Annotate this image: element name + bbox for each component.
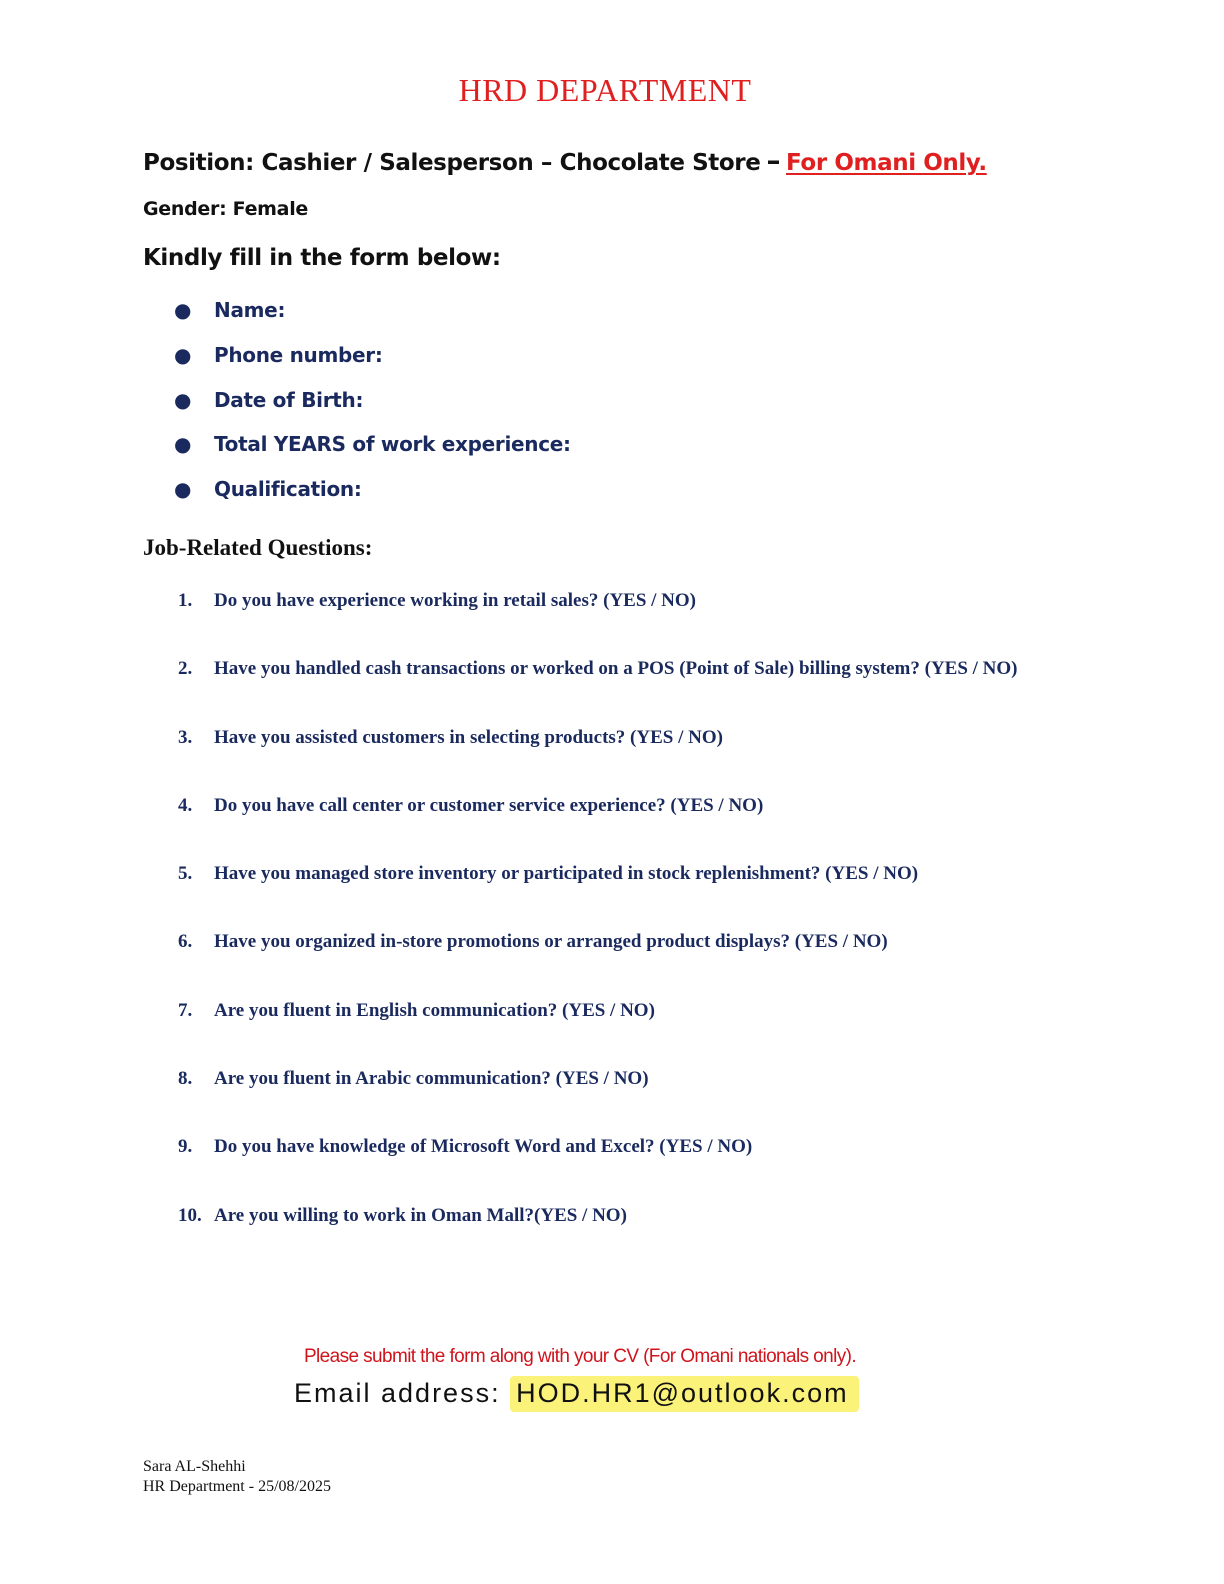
bullet-icon: ● [174, 298, 192, 322]
field-name [174, 296, 571, 341]
field-dob [174, 386, 571, 431]
signature-name: Sara AL-Shehhi [143, 1458, 246, 1475]
question-text: Do you have knowledge of Microsoft Word and Excel? (YES / NO) [214, 1136, 753, 1158]
field-label: Total YEARS of work experience: [214, 432, 571, 457]
form-instruction: Kindly fill in the form below: [143, 245, 501, 271]
question-item [178, 1067, 1018, 1135]
question-item [178, 930, 1018, 998]
field-phone [174, 341, 571, 386]
question-number: 1. [178, 590, 193, 611]
field-qualification [174, 475, 571, 520]
field-experience [174, 430, 571, 475]
email-line [294, 1378, 859, 1409]
question-number: 2. [178, 658, 193, 680]
field-label: Name: [214, 298, 286, 322]
question-number: 6. [178, 931, 193, 953]
position-dash: – [766, 144, 781, 177]
email-address-link[interactable]: HOD.HR1@outlook.com [510, 1376, 859, 1412]
gender-requirement: Gender: Female [143, 198, 308, 220]
question-text: Are you willing to work in Oman Mall?(YES / NO) [214, 1204, 627, 1226]
question-item [178, 1204, 1018, 1272]
question-text: Have you handled cash transactions or worked on a POS (Point of Sale) billing system? (YES / NO) [214, 658, 1018, 680]
question-item [178, 657, 1018, 725]
bullet-icon: ● [174, 387, 192, 412]
question-item [178, 589, 1018, 657]
question-number: 4. [178, 794, 193, 816]
question-number: 5. [178, 863, 193, 885]
email-label: Email address: [294, 1378, 511, 1408]
question-item [178, 794, 1018, 862]
signature-department-date: HR Department - 25/08/2025 [143, 1478, 331, 1495]
position-label: Position: Cashier / Salesperson – Chocolate Store [143, 150, 761, 176]
position-line [143, 144, 987, 177]
question-number: 8. [178, 1068, 193, 1090]
applicant-field-list [174, 296, 571, 520]
bullet-icon: ● [174, 477, 192, 502]
questions-heading: Job-Related Questions: [143, 535, 373, 560]
question-item [178, 999, 1018, 1067]
page-title: HRD DEPARTMENT [458, 72, 752, 108]
question-text: Have you assisted customers in selecting products? (YES / NO) [214, 726, 723, 748]
question-item [178, 726, 1018, 794]
field-label: Phone number: [214, 342, 383, 367]
signature-block [143, 1457, 331, 1497]
question-text: Are you fluent in Arabic communication? (YES / NO) [214, 1068, 649, 1090]
question-item [178, 862, 1018, 930]
question-list [178, 589, 1018, 1272]
field-label: Date of Birth: [214, 387, 364, 412]
question-number: 10. [178, 1204, 202, 1226]
question-number: 9. [178, 1136, 193, 1158]
question-text: Have you organized in-store promotions or arranged product displays? (YES / NO) [214, 931, 888, 953]
bullet-icon: ● [174, 432, 192, 457]
question-text: Have you managed store inventory or participated in stock replenishment? (YES / NO) [214, 863, 919, 885]
field-label: Qualification: [214, 477, 362, 502]
question-text: Do you have experience working in retail sales? (YES / NO) [214, 590, 697, 611]
question-number: 3. [178, 726, 193, 748]
question-number: 7. [178, 999, 193, 1021]
question-text: Are you fluent in English communication? (YES / NO) [214, 999, 655, 1021]
question-item [178, 1135, 1018, 1203]
question-text: Do you have call center or customer service experience? (YES / NO) [214, 794, 764, 816]
bullet-icon: ● [174, 342, 192, 367]
submission-note: Please submit the form along with your CV (For Omani nationals only). [303, 1346, 857, 1367]
omani-only-notice: For Omani Only. [786, 150, 987, 176]
